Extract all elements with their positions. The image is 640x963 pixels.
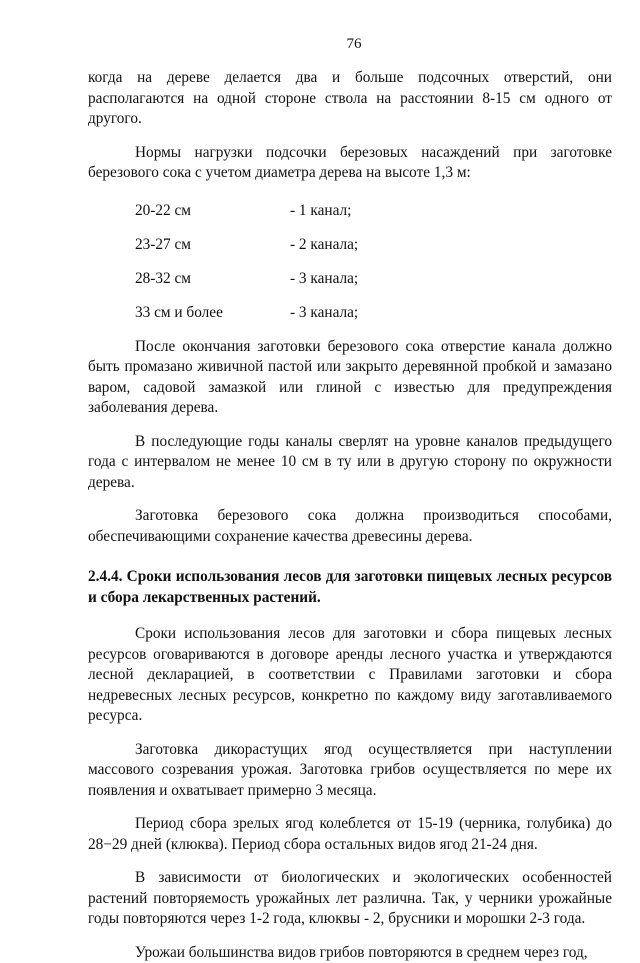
paragraph-period: Период сбора зрелых ягод колеблется от 15-19 (черника, голубика) до 28−29 дней (клюква). Период сбора остальных видов ягод 21-24 дня. bbox=[88, 815, 612, 853]
paragraph-following-years: В последующие годы каналы сверлят на уровне каналов предыдущего года с интервалом не менее 10 см в ту или в другую сторону по окружности дерева. bbox=[88, 432, 612, 491]
paragraph-dependence: В зависимости от биологических и экологических особенностей растений повторяемость урожайных лет различна. Так, у черники урожайные годы повторяются через 1-2 года, клюквы - 2, брусники и морошки 2-3 года. bbox=[88, 869, 612, 928]
paragraph-methods: Заготовка березового сока должна производиться способами, обеспечивающими сохранение качества древесины дерева. bbox=[88, 507, 612, 545]
norm-channels: - 1 канал; bbox=[290, 201, 352, 219]
norm-row bbox=[88, 235, 612, 256]
norm-row bbox=[88, 303, 612, 324]
norm-row bbox=[88, 201, 612, 222]
section-heading: 2.4.4. Сроки использования лесов для заготовки пищевых лесных ресурсов и сбора лекарственных растений. bbox=[88, 568, 612, 606]
paragraph-mushrooms: Урожаи большинства видов грибов повторяются в среднем через год, bbox=[135, 943, 588, 961]
paragraph-continuation: когда на дереве делается два и больше подсочных отверстий, они располагаются на одной стороне ствола на расстоянии 8-15 см одного от другого. bbox=[88, 69, 612, 127]
norm-row bbox=[88, 269, 612, 290]
page-number: 76 bbox=[346, 36, 362, 52]
paragraph-norms-intro: Нормы нагрузки подсочки березовых насаждений при заготовке березового сока с учетом диаметра дерева на высоте 1,3 м: bbox=[88, 143, 612, 181]
paragraph-after-harvest: После окончания заготовки березового сока отверстие канала должно быть промазано живичной пастой или закрыто деревянной пробкой и замазано варом, садовой замазкой или глиной с известью для предупреждения заболевания дерева. bbox=[88, 337, 612, 417]
norm-diameter: 23-27 см bbox=[135, 235, 191, 253]
norm-diameter: 33 см и более bbox=[135, 303, 223, 321]
norms-list bbox=[88, 201, 612, 324]
norm-diameter: 20-22 см bbox=[135, 201, 191, 219]
norm-channels: - 3 канала; bbox=[290, 269, 359, 287]
norm-channels: - 3 канала; bbox=[290, 303, 359, 321]
paragraph-berries: Заготовка дикорастущих ягод осуществляется при наступлении массового созревания урожая. Заготовка грибов осуществляется по мере их появления и охватывает примерно 3 месяца. bbox=[88, 740, 612, 799]
norm-diameter: 28-32 см bbox=[135, 269, 191, 287]
norm-channels: - 2 канала; bbox=[290, 235, 359, 253]
paragraph-terms: Сроки использования лесов для заготовки и сбора пищевых лесных ресурсов оговариваются в договоре аренды лесного участка и утверждаются лесной декларацией, в соответствии с Правилами заготовки и сбора недревесных лесных ресурсов, конкретно по каждому виду заготавливаемого ресурса. bbox=[88, 625, 612, 725]
